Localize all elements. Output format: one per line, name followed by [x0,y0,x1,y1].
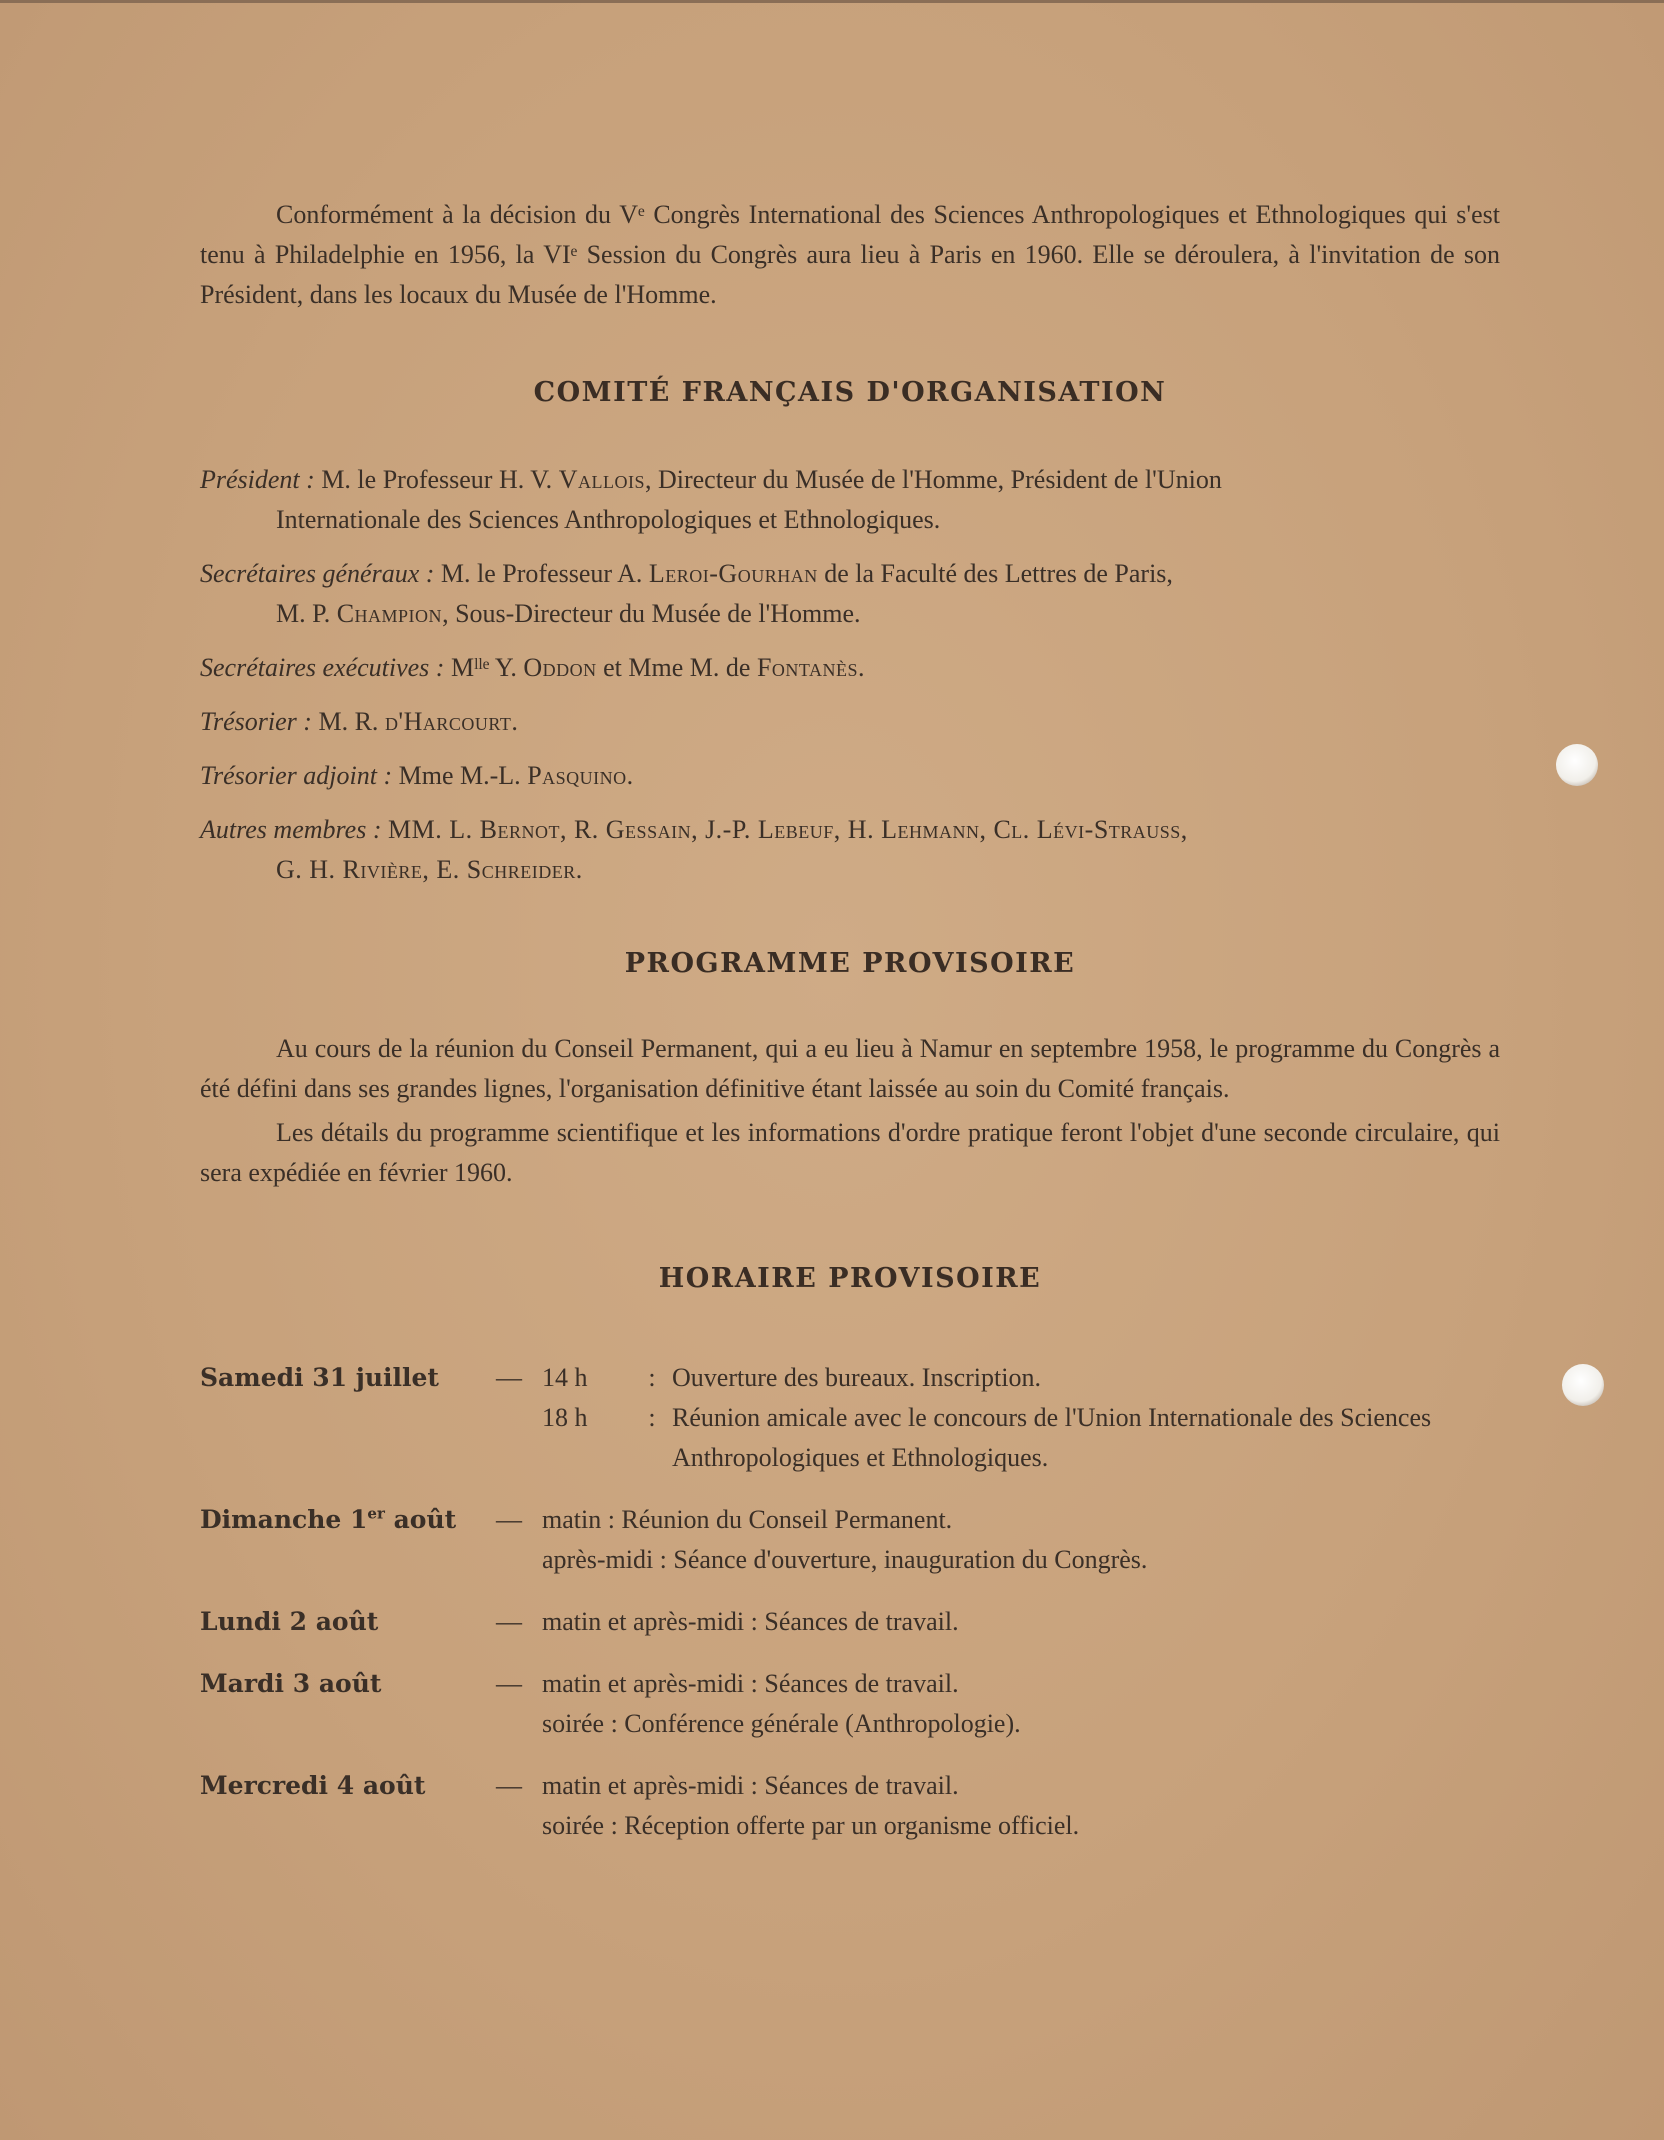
event-line: soirée : Réception offerte par un organisme officiel. [542,1811,1080,1840]
entry-text: . [626,761,634,790]
role-label: Trésorier adjoint : [200,761,393,790]
entry-text: M. le Professeur A. [440,559,649,588]
role-label: Président : [200,465,315,494]
event-time: 18 h [542,1403,588,1432]
person-name: Fontanès [756,653,858,682]
role-label: Autres membres : [200,815,382,844]
event-line [542,1398,1500,1478]
person-name: Champion [336,599,443,628]
person-name: Oddon [523,653,597,682]
entry-text: M. le Professeur H. V. [321,465,559,494]
dash: — [496,1363,522,1392]
intro-paragraph: Conformément à la décision du Vᵉ Congrès International des Sciences Anthropologiques et Ethnologiques qui s'est tenu à Philadelphie en 1956, la VIᵉ Session du Congrès aura lieu à Paris en 1960. Elle se déroulera, à l'invitation de son Président, dans les locaux du Musée de l'Homme. [200,200,1500,309]
day-events [542,1358,1500,1478]
entry-secretaires-generaux [200,554,1500,634]
entry-autres-membres [200,810,1500,890]
schedule-day [200,1664,1500,1744]
entry-text: de la Faculté des Lettres de Paris, [817,559,1173,588]
schedule-day [200,1602,1500,1642]
day-events [542,1602,1500,1642]
event-line: après-midi : Séance d'ouverture, inauguration du Congrès. [542,1545,1148,1574]
day-label [200,1500,496,1580]
entry-tresorier [200,702,1500,742]
person-name: Leroi-Gourhan [648,559,818,588]
entry-continuation: G. H. Rivière, E. Schreider. [276,855,583,884]
schedule [200,1358,1500,1846]
entry-text: Mme M.-L. [398,761,528,790]
day-events [542,1766,1500,1846]
event-colon: : [648,1403,656,1432]
day-label: Mercredi 4 août [200,1771,426,1800]
event-line: matin et après-midi : Séances de travail. [542,1771,959,1800]
members-list: MM. L. Bernot, R. Gessain, J.-P. Lebeuf, H. Lehmann, Cl. Lévi-Strauss, [387,815,1188,844]
programme-heading: PROGRAMME PROVISOIRE [624,948,1076,979]
person-name: d'Harcourt [384,707,512,736]
entry-text: , Directeur du Musée de l'Homme, Président de l'Union [644,465,1222,494]
schedule-day [200,1766,1500,1846]
day-text: août [384,1505,457,1534]
schedule-day [200,1358,1500,1478]
horaire-heading: HORAIRE PROVISOIRE [658,1263,1042,1294]
event-line: soirée : Conférence générale (Anthropologie). [542,1709,1021,1738]
dash: — [496,1669,522,1698]
top-edge [0,0,1664,3]
day-events [542,1664,1500,1744]
event-text: Ouverture des bureaux. Inscription. [672,1363,1041,1392]
document-content [200,195,1500,1868]
event-line: matin : Réunion du Conseil Permanent. [542,1505,953,1534]
entry-continuation: Internationale des Sciences Anthropologiques et Ethnologiques. [276,505,941,534]
entry-tresorier-adjoint [200,756,1500,796]
dash: — [496,1505,522,1534]
entry-text: M. R. [318,707,385,736]
event-colon: : [648,1363,656,1392]
event-line: matin et après-midi : Séances de travail. [542,1669,959,1698]
entry-text: et Mme M. de [596,653,757,682]
event-time: 14 h [542,1363,588,1392]
day-superscript: er [367,1504,385,1523]
role-label: Trésorier : [200,707,312,736]
role-label: Secrétaires généraux : [200,559,435,588]
person-name: Pasquino [527,761,627,790]
dash: — [496,1607,522,1636]
day-label: Lundi 2 août [200,1607,379,1636]
schedule-day [200,1500,1500,1580]
entry-secretaires-executives [200,648,1500,688]
entry-text: Mˡˡᵉ Y. [450,653,524,682]
entry-text: . [857,653,865,682]
day-events [542,1500,1500,1580]
punch-hole-bottom [1562,1364,1604,1406]
event-text: Réunion amicale avec le concours de l'Union Internationale des Sciences Anthropologiques et Ethnologiques. [672,1403,1432,1472]
entry-continuation [200,594,1500,634]
entry-text: . [511,707,518,736]
role-label: Secrétaires exécutives : [200,653,445,682]
day-text: Dimanche 1 [200,1505,368,1534]
programme-paragraph-1: Au cours de la réunion du Conseil Permanent, qui a eu lieu à Namur en septembre 1958, le programme du Congrès a été défini dans ses grandes lignes, l'organisation définitive étant laissée au soin du Comité français. [200,1034,1500,1103]
entry-text: M. P. [276,599,337,628]
person-name: Vallois [558,465,645,494]
punch-hole-top [1556,744,1598,786]
programme-paragraph-2: Les détails du programme scientifique et les informations d'ordre pratique feront l'objet d'une seconde circulaire, qui sera expédiée en février 1960. [200,1118,1500,1187]
day-label: Mardi 3 août [200,1669,382,1698]
entry-president [200,460,1500,540]
event-line: matin et après-midi : Séances de travail. [542,1607,959,1636]
day-label: Samedi 31 juillet [200,1363,439,1392]
comite-heading: COMITÉ FRANÇAIS D'ORGANISATION [533,377,1167,408]
event-line [542,1358,1500,1398]
entry-text: , Sous-Directeur du Musée de l'Homme. [442,599,861,628]
dash: — [496,1771,522,1800]
